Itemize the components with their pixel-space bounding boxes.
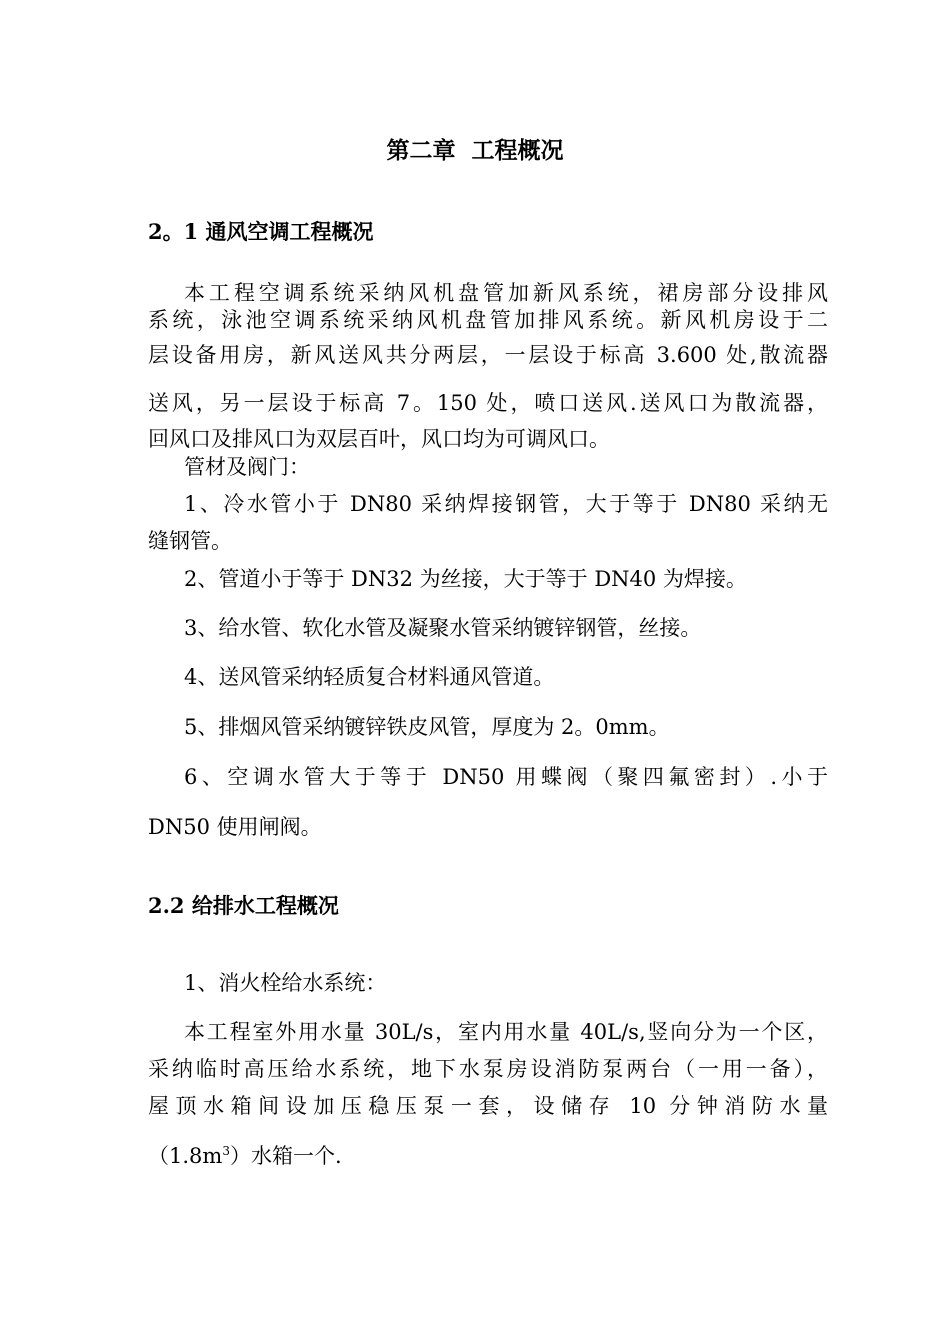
paragraph-line: 层设备用房，新风送风共分两层，一层设于标高 3.600 处,散流器: [148, 343, 828, 367]
list-item: 4、送风管采纳轻质复合材料通风管道。: [184, 665, 555, 689]
pipes-valves-label: 管材及阀门：: [184, 455, 310, 479]
list-item: 1、消火栓给水系统：: [184, 971, 387, 995]
paragraph-line: [148, 1142, 342, 1170]
chapter-title: 第二章 工程概况: [386, 137, 564, 164]
paragraph-line: 本工程室外用水量 30L/s，室内用水量 40L/s,竖向分为一个区，: [184, 1020, 828, 1044]
list-item-continuation: DN50 使用闸阀。: [148, 815, 322, 839]
section-heading-water-supply: 2.2 给排水工程概况: [148, 893, 339, 918]
text-span: ）水箱一个.: [229, 1144, 342, 1168]
list-item: 2、管道小于等于 DN32 为丝接，大于等于 DN40 为焊接。: [184, 567, 747, 591]
superscript: 3: [222, 1144, 230, 1158]
list-item: 6、空调水管大于等于 DN50 用蝶阀（聚四氟密封）.小于: [184, 765, 828, 789]
text-span: （1.8m: [148, 1144, 223, 1168]
paragraph-line: 本工程空调系统采纳风机盘管加新风系统，裙房部分设排风: [184, 281, 828, 305]
section-heading-ventilation: 2。1 通风空调工程概况: [148, 219, 374, 244]
paragraph-line: 屋顶水箱间设加压稳压泵一套，设储存 10 分钟消防水量: [148, 1094, 828, 1118]
list-item: 1、冷水管小于 DN80 采纳焊接钢管，大于等于 DN80 采纳无: [184, 492, 828, 516]
list-item: 3、给水管、软化水管及凝聚水管采纳镀锌钢管，丝接。: [184, 616, 702, 640]
paragraph-line: 回风口及排风口为双层百叶，风口均为可调风口。: [148, 427, 610, 451]
list-item: 5、排烟风管采纳镀锌铁皮风管，厚度为 2。0mm。: [184, 715, 670, 739]
paragraph-line: 采纳临时高压给水系统，地下水泵房设消防泵两台（一用一备），: [148, 1057, 828, 1081]
paragraph-line: 系统，泳池空调系统采纳风机盘管加排风系统。新风机房设于二: [148, 308, 828, 332]
list-item-continuation: 缝钢管。: [148, 529, 232, 553]
paragraph-line: 送风，另一层设于标高 7。150 处，喷口送风.送风口为散流器，: [148, 391, 828, 415]
